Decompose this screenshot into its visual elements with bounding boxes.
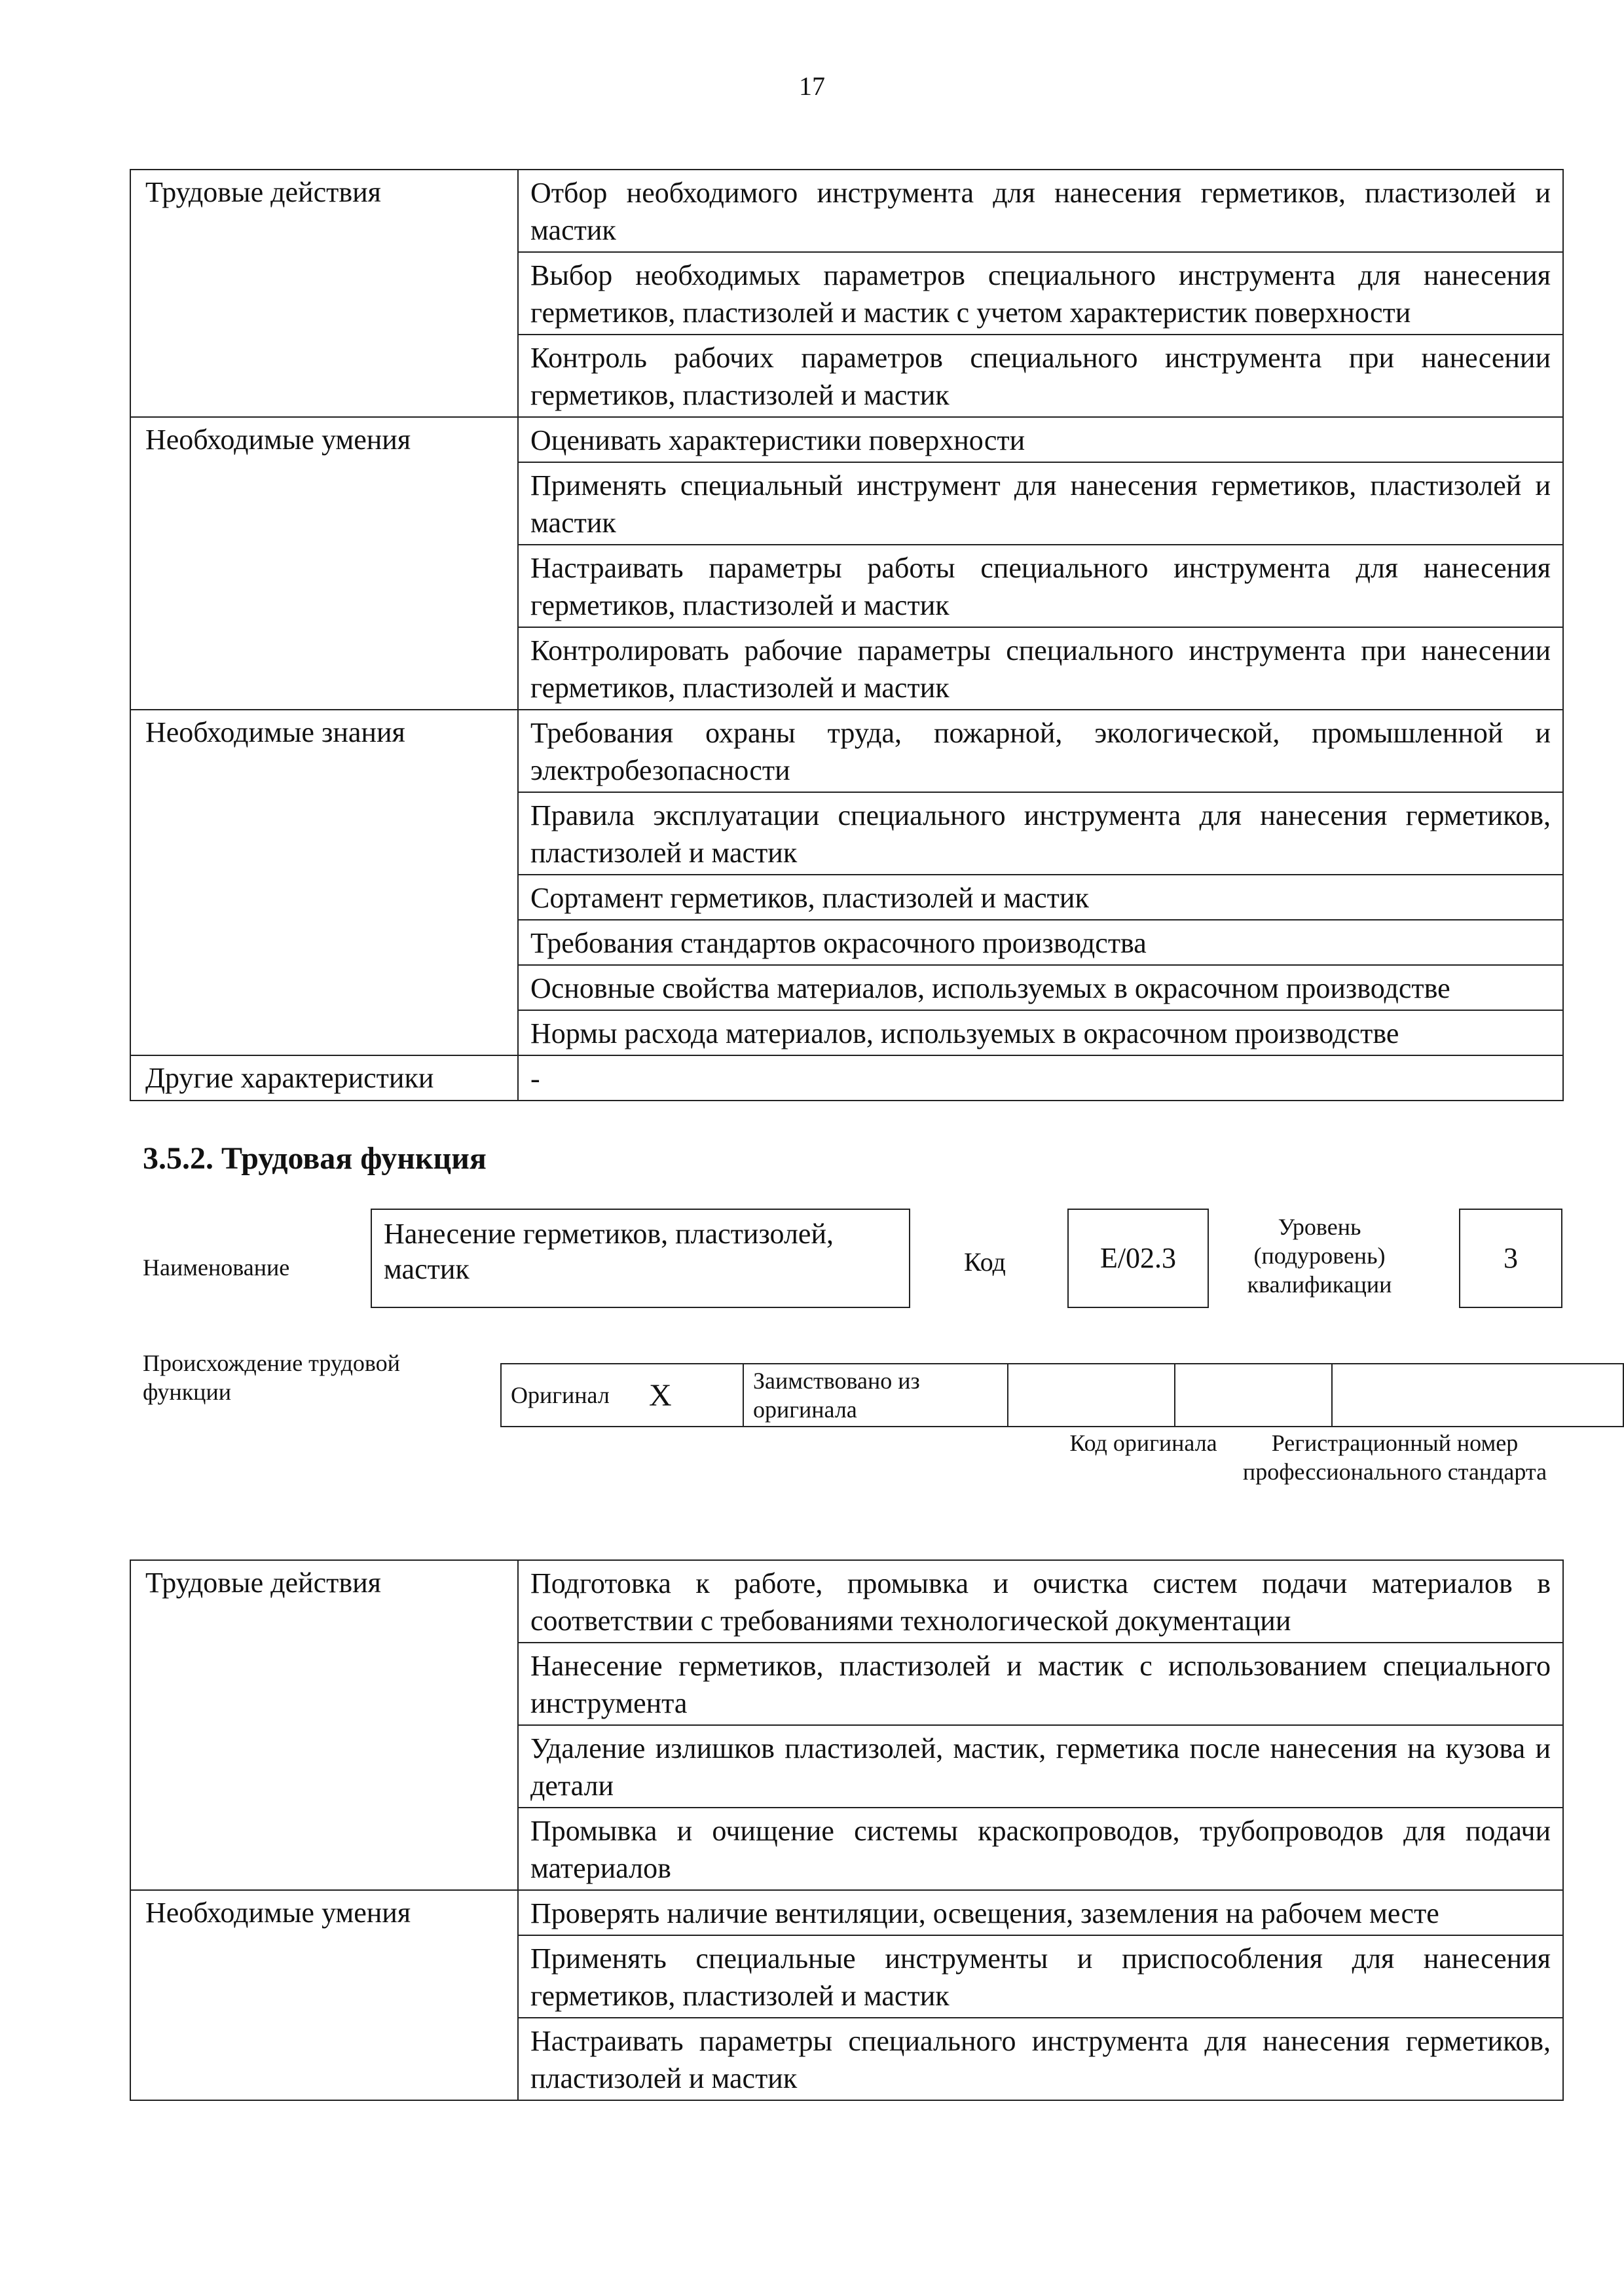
table-row xyxy=(130,417,1563,462)
page-number: 17 xyxy=(799,71,825,101)
section-heading: 3.5.2. Трудовая функция xyxy=(143,1141,487,1176)
origin-table xyxy=(500,1363,1624,1427)
row-label: Трудовые действия xyxy=(130,1560,518,1890)
table-row xyxy=(130,1560,1563,1643)
code-original-caption: Код оригинала xyxy=(1069,1430,1217,1456)
name-value: Нанесение герметиков, пластизолей, мастик xyxy=(384,1218,834,1285)
cell-text: Оценивать характеристики поверхности xyxy=(518,417,1563,462)
table-row xyxy=(130,1055,1563,1101)
cell-text: Нанесение герметиков, пластизолей и мастик с использованием специального инструмента xyxy=(518,1643,1563,1725)
cell-text: Требования охраны труда, пожарной, экологической, промышленной и электробезопасности xyxy=(518,710,1563,792)
empty-cell xyxy=(1008,1364,1175,1427)
cell-text: Удаление излишков пластизолей, мастик, герметика после нанесения на кузова и детали xyxy=(518,1725,1563,1808)
origin-label: Происхождение трудовой функции xyxy=(143,1350,400,1405)
row-label: Необходимые знания xyxy=(130,710,518,1055)
row-label: Необходимые умения xyxy=(130,417,518,710)
row-label: Другие характеристики xyxy=(130,1055,518,1101)
level-value-box xyxy=(1459,1209,1562,1308)
row-label: Трудовые действия xyxy=(130,170,518,417)
code-label: Код xyxy=(964,1247,1006,1277)
cell-text: Применять специальный инструмент для нанесения герметиков, пластизолей и мастик xyxy=(518,462,1563,545)
original-mark: X xyxy=(640,1364,743,1427)
original-label: Оригинал xyxy=(501,1364,640,1427)
cell-text: Контролировать рабочие параметры специального инструмента при нанесении герметиков, пластизолей и мастик xyxy=(518,627,1563,710)
competency-table-2 xyxy=(130,1559,1564,2101)
name-label: Наименование xyxy=(143,1254,290,1281)
cell-text: Применять специальные инструменты и приспособления для нанесения герметиков, пластизолей и мастик xyxy=(518,1935,1563,2018)
cell-text: Подготовка к работе, промывка и очистка систем подачи материалов в соответствии с требованиями технологической документации xyxy=(518,1560,1563,1643)
code-value-box xyxy=(1067,1209,1209,1308)
cell-text: Сортамент герметиков, пластизолей и мастик xyxy=(518,875,1563,920)
table-row xyxy=(130,710,1563,792)
cell-text: Выбор необходимых параметров специального инструмента для нанесения герметиков, пластизолей и мастик с учетом характеристик поверхности xyxy=(518,252,1563,335)
cell-text: Требования стандартов окрасочного производства xyxy=(518,920,1563,965)
code-original-cell xyxy=(1175,1364,1331,1427)
table-row xyxy=(130,1890,1563,1935)
table-row xyxy=(130,170,1563,252)
cell-text: Проверять наличие вентиляции, освещения, заземления на рабочем месте xyxy=(518,1890,1563,1935)
code-value: E/02.3 xyxy=(1099,1242,1177,1274)
cell-text: Промывка и очищение системы краскопроводов, трубопроводов для подачи материалов xyxy=(518,1808,1563,1890)
borrowed-label: Заимствовано из оригинала xyxy=(743,1364,1008,1427)
cell-text: Отбор необходимого инструмента для нанесения герметиков, пластизолей и мастик xyxy=(518,170,1563,252)
cell-text: - xyxy=(518,1055,1563,1101)
reg-number-caption: Регистрационный номер профессионального стандарта xyxy=(1242,1430,1547,1485)
cell-text: Настраивать параметры специального инструмента для нанесения герметиков, пластизолей и мастик xyxy=(518,2018,1563,2100)
table-row xyxy=(501,1364,1623,1427)
level-value: 3 xyxy=(1504,1242,1518,1274)
name-value-box xyxy=(371,1209,910,1308)
cell-text: Нормы расхода материалов, используемых в окрасочном производстве xyxy=(518,1010,1563,1055)
reg-number-cell xyxy=(1332,1364,1623,1427)
cell-text: Контроль рабочих параметров специального инструмента при нанесении герметиков, пластизолей и мастик xyxy=(518,335,1563,417)
level-label: Уровень (подуровень) квалификации xyxy=(1247,1214,1392,1298)
cell-text: Правила эксплуатации специального инструмента для нанесения герметиков, пластизолей и мастик xyxy=(518,792,1563,875)
row-label: Необходимые умения xyxy=(130,1890,518,2100)
cell-text: Основные свойства материалов, используемых в окрасочном производстве xyxy=(518,965,1563,1010)
competency-table-1 xyxy=(130,169,1564,1101)
cell-text: Настраивать параметры работы специального инструмента для нанесения герметиков, пластизолей и мастик xyxy=(518,545,1563,627)
